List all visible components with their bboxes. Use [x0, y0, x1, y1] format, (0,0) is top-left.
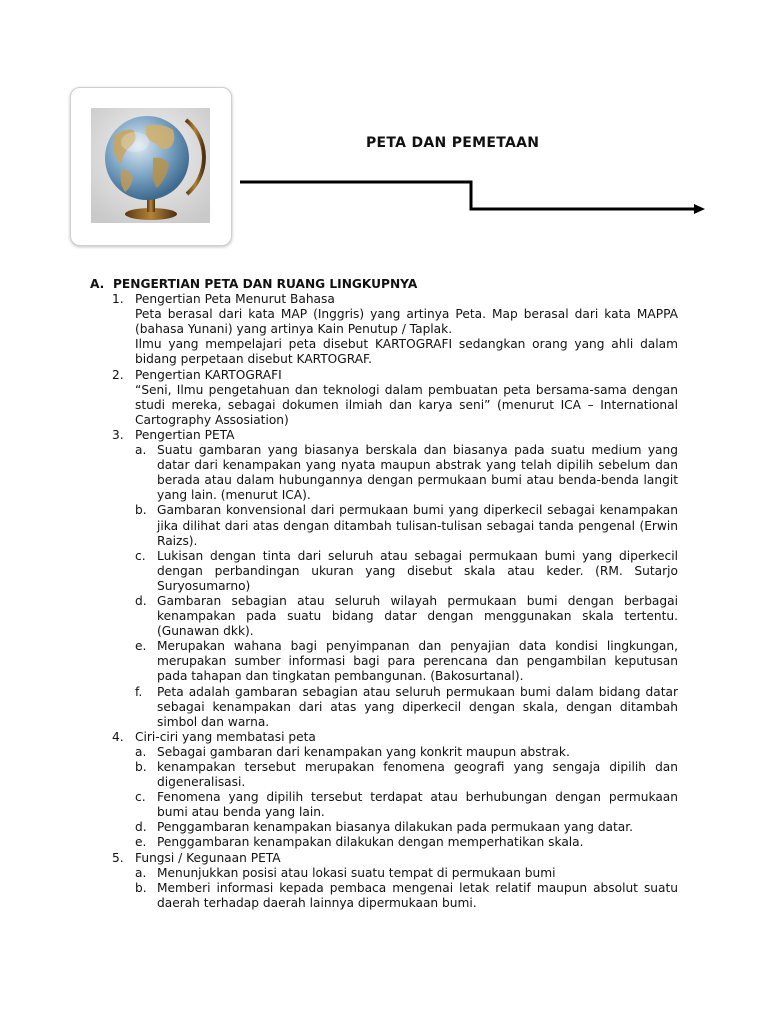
list-item: 4. Ciri-ciri yang membatasi peta a. Sebagai gambaran dari kenampakan yang konkrit maupun abstrak. b. kenampakan tersebut merupakan fenomena geografi yang sengaja dipilih dan digeneralisasi. c. Fenomena yang dipilih tersebut terdapat atau berhubungan dengan permukaan bumi atau benda yang lain. d. Penggambaran kenampakan biasanya dilakukan pada permukaan yang datar. e. Penggambaran kenampakan dilakukan dengan memperhatikan skala. [112, 729, 678, 850]
paragraph: Ilmu yang mempelajari peta disebut KARTOGRAFI sedangkan orang yang ahli dalam bidang perpetaan disebut KARTOGRAF. [135, 337, 678, 367]
globe-image-card [70, 87, 232, 246]
sub-item: b. Gambaran konvensional dari permukaan bumi yang diperkecil sebagai kenampakan jika dilihat dari atas dengan ditambah tulisan-tulisan sebagai tanda pengenal (Erwin Raizs). [135, 503, 678, 548]
sub-item: e. Penggambaran kenampakan dilakukan dengan memperhatikan skala. [135, 835, 584, 850]
sub-item: a. Suatu gambaran yang biasanya berskala dan biasanya pada suatu medium yang datar dari kenampakan yang nyata maupun abstrak yang telah dipilih sebelum dan berada atau dalam hubungannya dengan permukaan bumi atau benda-benda langit yang lain. (menurut ICA). [135, 443, 678, 503]
sub-item: c. Lukisan dengan tinta dari seluruh atau sebagai permukaan bumi yang diperkecil dengan perbandingan ukuran yang disebut skala atau keder. (RM. Sutarjo Suryosumarno) [135, 548, 678, 593]
sub-item: b. kenampakan tersebut merupakan fenomena geografi yang sengaja dipilih dan digeneralisasi. [135, 760, 678, 790]
item-title: Pengertian KARTOGRAFI [135, 367, 282, 382]
sub-item: a. Sebagai gambaran dari kenampakan yang konkrit maupun abstrak. [135, 744, 570, 759]
list-item: 1. Pengertian Peta Menurut Bahasa Peta berasal dari kata MAP (Inggris) yang artinya Peta. Map berasal dari kata MAPPA (bahasa Yunani) yang artinya Kain Penutup / Taplak. Ilmu yang mempelajari peta disebut KARTOGRAFI sedangkan orang yang ahli dalam bidang perpetaan disebut KARTOGRAF. [112, 292, 678, 367]
sub-item: a. Menunjukkan posisi atau lokasi suatu tempat di permukaan bumi [135, 865, 556, 880]
list-item: 5. Fungsi / Kegunaan PETA a. Menunjukkan posisi atau lokasi suatu tempat di permukaan bumi b. Memberi informasi kepada pembaca mengenai letak relatif maupun absolut suatu daerah terhadap daerah lainnya dipermukaan bumi. [112, 850, 678, 910]
paragraph: Peta berasal dari kata MAP (Inggris) yang artinya Peta. Map berasal dari kata MAPPA (bahasa Yunani) yang artinya Kain Penutup / Taplak. [135, 307, 678, 337]
sub-item: b. Memberi informasi kepada pembaca mengenai letak relatif maupun absolut suatu daerah terhadap daerah lainnya dipermukaan bumi. [135, 880, 678, 910]
document-body [90, 277, 678, 911]
item-title: Ciri-ciri yang membatasi peta [135, 729, 316, 744]
item-title: Fungsi / Kegunaan PETA [135, 850, 281, 865]
sub-item: e. Merupakan wahana bagi penyimpanan dan penyajian data kondisi lingkungan, merupakan sumber informasi bagi para perencana dan pengambilan keputusan pada tahapan dan tingkatan pembangunan. (Bakosurtanal). [135, 639, 678, 684]
list-item: 2. Pengertian KARTOGRAFI “Seni, Ilmu pengetahuan dan teknologi dalam pembuatan peta bersama-sama dengan studi mereka, sebagai dokumen ilmiah dan karya seni” (menurut ICA – International Cartography Assosiation) [112, 367, 678, 427]
document-title: PETA DAN PEMETAAN [366, 135, 540, 151]
sub-item: c. Fenomena yang dipilih tersebut terdapat atau berhubungan dengan permukaan bumi atau benda yang lain. [135, 790, 678, 820]
list-item: 3. Pengertian PETA a. Suatu gambaran yang biasanya berskala dan biasanya pada suatu medium yang datar dari kenampakan yang nyata maupun abstrak yang telah dipilih sebelum dan berada atau dalam hubungannya dengan permukaan bumi atau benda-benda langit yang lain. (menurut ICA). b. Gambaran konvensional dari permukaan bumi yang diperkecil sebagai kenampakan jika dilihat dari atas dengan ditambah tulisan-tulisan sebagai tanda pengenal (Erwin Raizs). c. Lukisan dengan tinta dari seluruh atau sebagai permukaan bumi yang diperkecil dengan perbandingan ukuran yang disebut skala atau keder. (RM. Sutarjo Suryosumarno) d. Gambaran sebagian atau seluruh wilayah permukaan bumi dengan berbagai kenampakan pada suatu bidang datar dengan menggunakan skala tertentu. (Gunawan dkk). e. Merupakan wahana bagi penyimpanan dan penyajian data kondisi lingkungan, merupakan sumber informasi bagi para perencana dan pengambilan keputusan pada tahapan dan tingkatan pembangunan. (Bakosurtanal). f. Peta adalah gambaran sebagian atau seluruh permukaan bumi dalam bidang datar sebagai kenampakan dari atas yang diperkecil dengan skala, dengan ditambah simbol dan warna. [112, 427, 678, 729]
section-heading: A. PENGERTIAN PETA DAN RUANG LINGKUPNYA [90, 277, 418, 291]
globe-image [91, 108, 210, 223]
item-title: Pengertian Peta Menurut Bahasa [135, 292, 335, 307]
sub-item: d. Gambaran sebagian atau seluruh wilayah permukaan bumi dengan berbagai kenampakan pada suatu bidang datar dengan menggunakan skala tertentu. (Gunawan dkk). [135, 593, 678, 639]
title-arrow-line [238, 178, 708, 220]
sub-item: f. Peta adalah gambaran sebagian atau seluruh permukaan bumi dalam bidang datar sebagai kenampakan dari atas yang diperkecil dengan skala, dengan ditambah simbol dan warna. [135, 684, 678, 729]
paragraph: “Seni, Ilmu pengetahuan dan teknologi dalam pembuatan peta bersama-sama dengan studi mereka, sebagai dokumen ilmiah dan karya seni” (menurut ICA – International Cartography Assosiation) [135, 382, 678, 427]
item-title: Pengertian PETA [135, 427, 235, 442]
sub-item: d. Penggambaran kenampakan biasanya dilakukan pada permukaan yang datar. [135, 820, 634, 835]
